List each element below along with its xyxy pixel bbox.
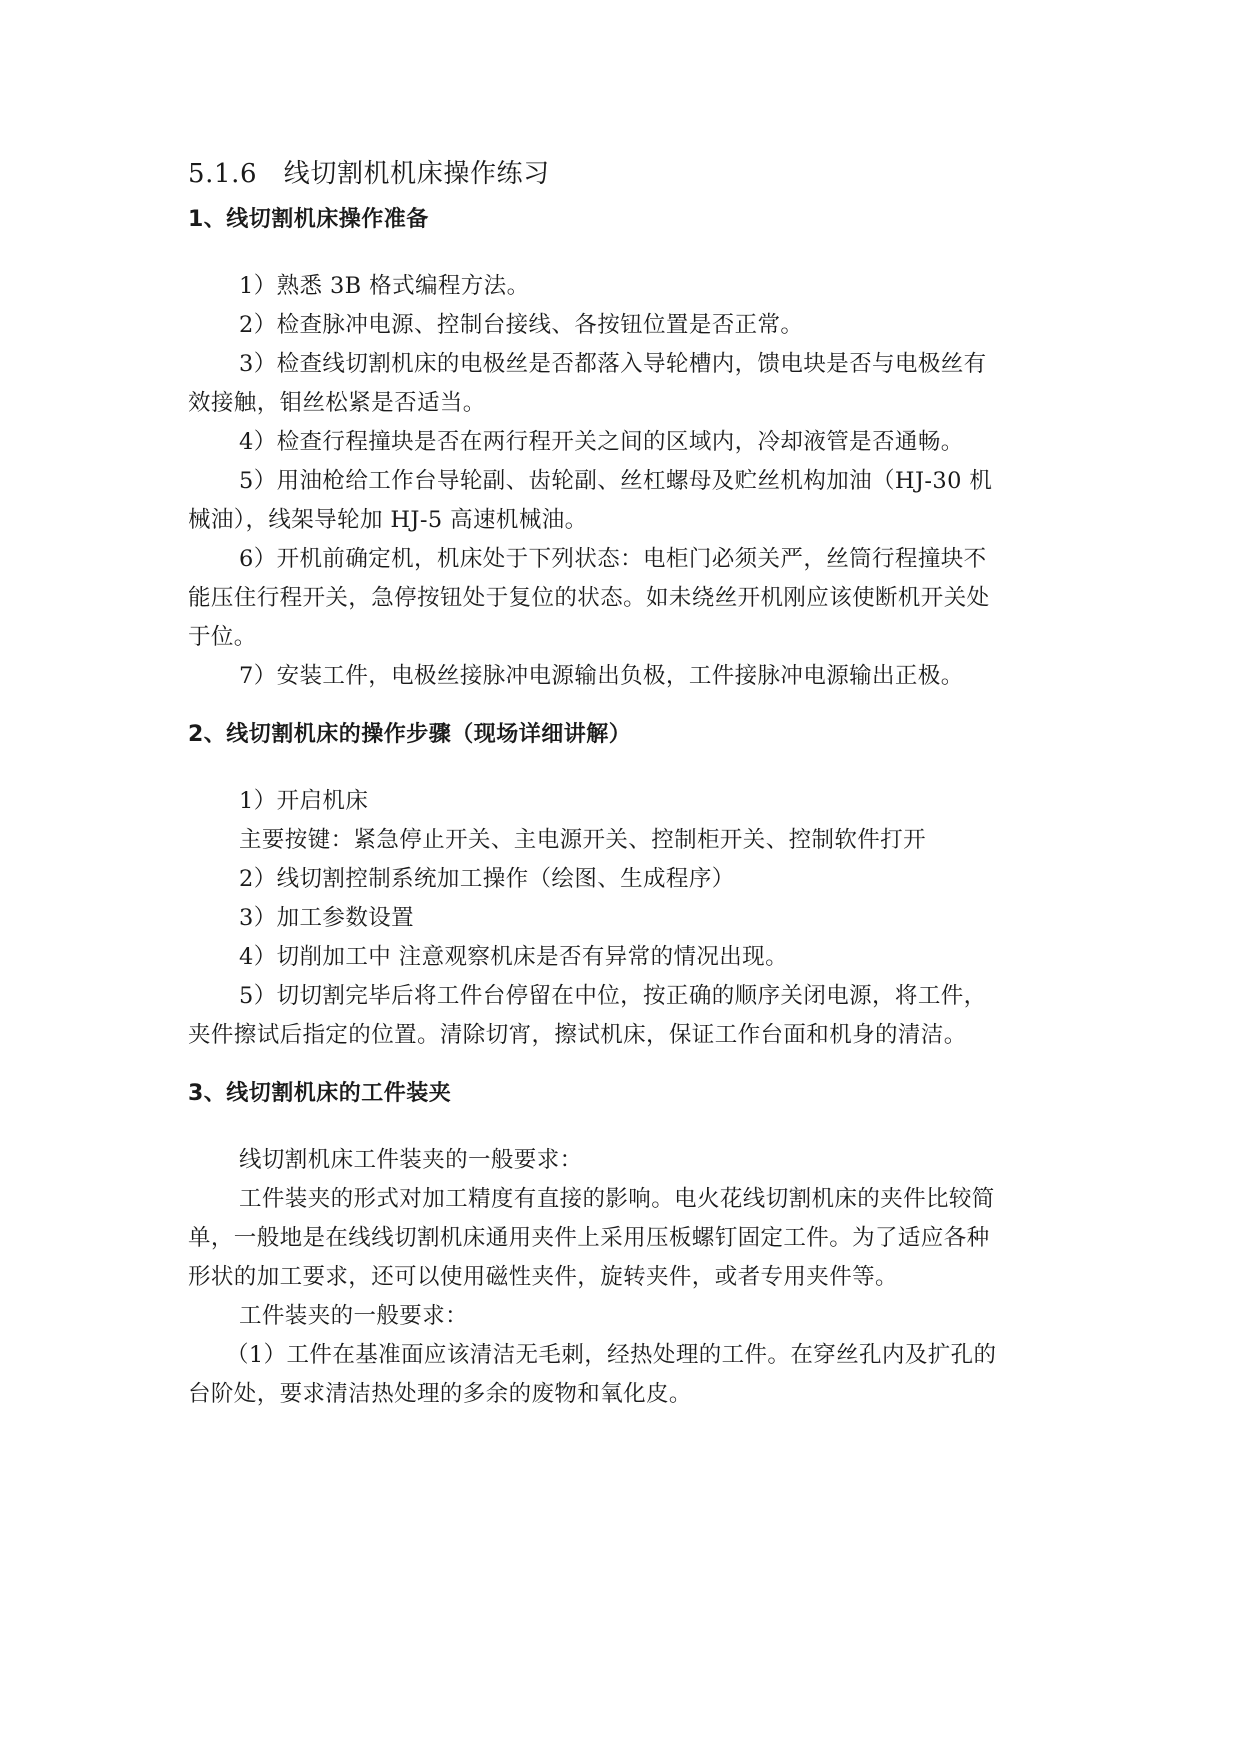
section-2-line: 4）切削加工中 注意观察机床是否有异常的情况出现。 bbox=[239, 944, 788, 970]
section-1-line: 4）检查行程撞块是否在两行程开关之间的区域内，冷却液管是否通畅。 bbox=[239, 429, 964, 455]
section-title: 5.1.6 线切割机机床操作练习 bbox=[188, 159, 550, 189]
section-1-line: 于位。 bbox=[188, 624, 257, 650]
section-3-heading: 3、线切割机床的工件装夹 bbox=[188, 1081, 452, 1106]
section-2-line: 3）加工参数设置 bbox=[239, 905, 415, 931]
section-1-line: 3）检查线切割机床的电极丝是否都落入导轮槽内，馈电块是否与电极丝有 bbox=[239, 351, 987, 377]
section-2-line: 夹件擦试后指定的位置。清除切宵，擦试机床，保证工作台面和机身的清洁。 bbox=[188, 1022, 967, 1048]
section-2-line: 2）线切割控制系统加工操作（绘图、生成程序） bbox=[239, 866, 735, 892]
section-3-line: 台阶处，要求清洁热处理的多余的废物和氧化皮。 bbox=[188, 1381, 692, 1407]
section-3-line: 工件装夹的形式对加工精度有直接的影响。电火花线切割机床的夹件比较简 bbox=[239, 1186, 995, 1212]
section-1-line: 效接触，钼丝松紧是否适当。 bbox=[188, 390, 486, 416]
section-3-line: 单，一般地是在线线切割机床通用夹件上采用压板螺钉固定工件。为了适应各种 bbox=[188, 1225, 990, 1251]
section-1-line: 械油），线架导轮加 HJ-5 高速机械油。 bbox=[188, 507, 588, 533]
section-1-line: 能压住行程开关，急停按钮处于复位的状态。如未绕丝开机刚应该使断机开关处 bbox=[188, 585, 990, 611]
section-1-line: 6）开机前确定机，机床处于下列状态：电柜门必须关严，丝筒行程撞块不 bbox=[239, 546, 987, 572]
section-2-line: 5）切切割完毕后将工件台停留在中位，按正确的顺序关闭电源，将工件， bbox=[239, 983, 987, 1009]
section-2-line: 主要按键：紧急停止开关、主电源开关、控制柜开关、控制软件打开 bbox=[239, 827, 927, 853]
section-1-line: 1）熟悉 3B 格式编程方法。 bbox=[239, 273, 530, 299]
section-3-line: 线切割机床工件装夹的一般要求： bbox=[239, 1147, 583, 1173]
section-3-line: 工件装夹的一般要求： bbox=[239, 1303, 469, 1329]
section-2-line: 1）开启机床 bbox=[239, 788, 369, 814]
section-2-heading: 2、线切割机床的操作步骤（现场详细讲解） bbox=[188, 722, 632, 747]
section-1-line: 2）检查脉冲电源、控制台接线、各按钮位置是否正常。 bbox=[239, 312, 804, 338]
section-3-line: （1）工件在基准面应该清洁无毛刺，经热处理的工件。在穿丝孔内及扩孔的 bbox=[226, 1342, 997, 1368]
section-1-line: 5）用油枪给工作台导轮副、齿轮副、丝杠螺母及贮丝机构加油（HJ-30 机 bbox=[239, 468, 993, 494]
section-1-line: 7）安装工件，电极丝接脉冲电源输出负极，工件接脉冲电源输出正极。 bbox=[239, 663, 964, 689]
section-3-line: 形状的加工要求，还可以使用磁性夹件，旋转夹件，或者专用夹件等。 bbox=[188, 1264, 898, 1290]
section-1-heading: 1、线切割机床操作准备 bbox=[188, 207, 429, 232]
